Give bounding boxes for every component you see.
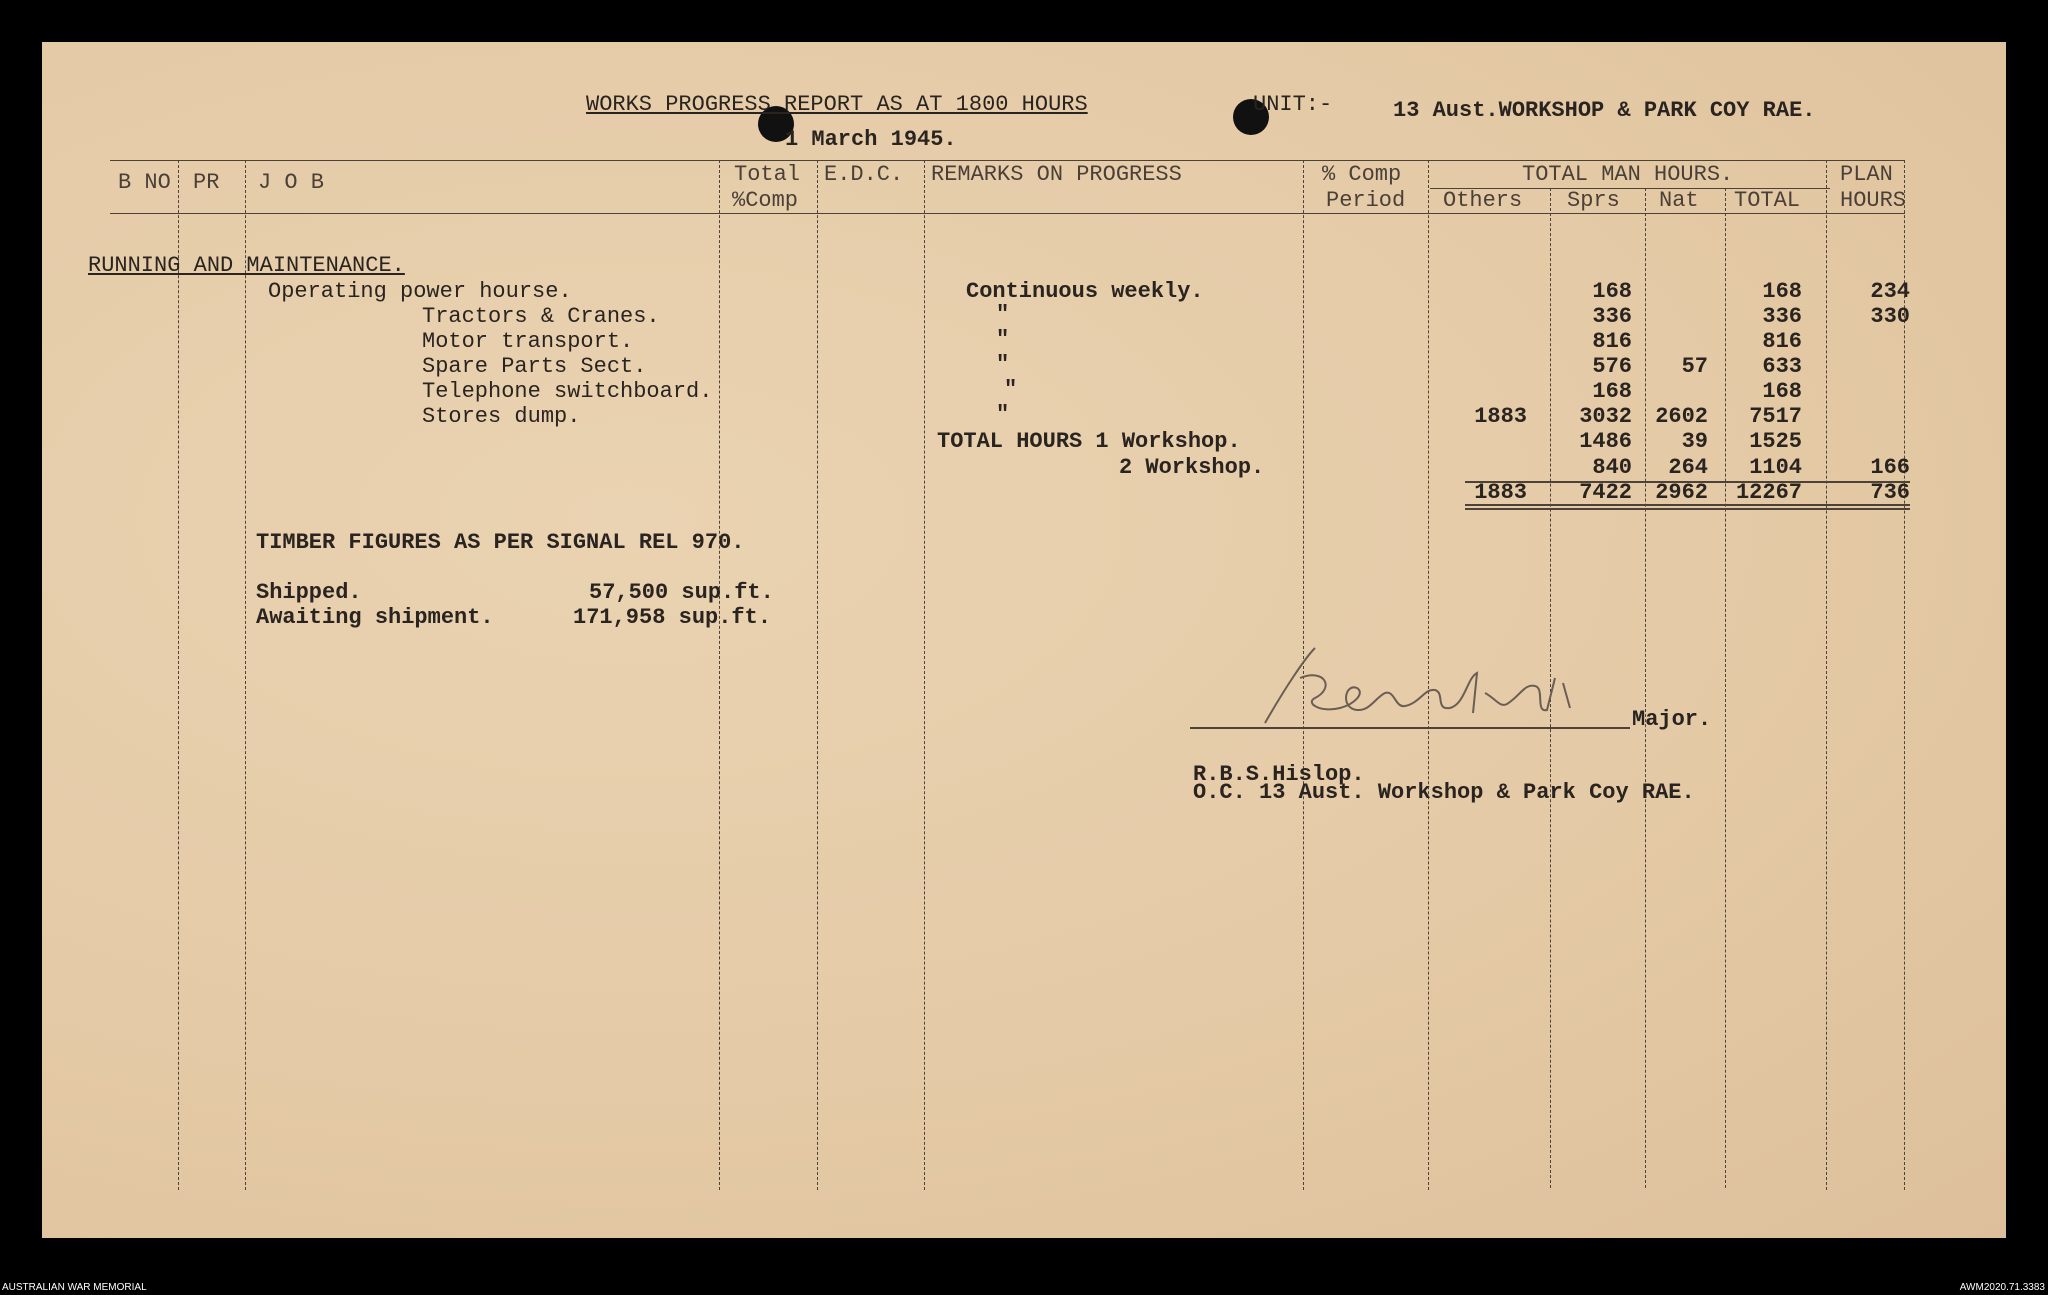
report-title: WORKS PROGRESS REPORT AS AT 1800 HOURS bbox=[586, 92, 1088, 117]
job-name: Motor transport. bbox=[422, 329, 634, 354]
cell-sprs: 1486 bbox=[1579, 429, 1632, 454]
col-header-pct-comp-2: Period bbox=[1326, 188, 1406, 213]
cell-sprs: 3032 bbox=[1579, 404, 1632, 429]
footer-right: AWM2020.71.3383 bbox=[1959, 1282, 2045, 1293]
col-header-remarks: REMARKS ON PROGRESS bbox=[931, 162, 1182, 187]
grand-total-others: 1883 bbox=[1474, 480, 1527, 505]
remark: " bbox=[996, 302, 1010, 327]
cell-nat: 2602 bbox=[1655, 404, 1708, 429]
signature-rank: Major. bbox=[1632, 707, 1712, 732]
header-bottom-rule bbox=[110, 213, 1905, 214]
section-title: RUNNING AND MAINTENANCE. bbox=[88, 253, 405, 278]
col-header-plant-1: PLAN bbox=[1840, 162, 1893, 187]
grand-total-plant: 736 bbox=[1870, 480, 1910, 505]
unit-value: 13 Aust.WORKSHOP & PARK COY RAE. bbox=[1393, 98, 1816, 123]
col-header-total-comp-1: Total bbox=[734, 162, 801, 187]
job-name: Stores dump. bbox=[422, 404, 581, 429]
col-header-total: TOTAL bbox=[1734, 188, 1801, 213]
remark: Continuous weekly. bbox=[966, 279, 1204, 304]
col-header-total-comp-2: %Comp bbox=[732, 188, 799, 213]
signature-line bbox=[1190, 727, 1630, 729]
cell-sprs: 840 bbox=[1592, 455, 1632, 480]
awaiting-value: 171,958 sup.ft. bbox=[573, 605, 772, 630]
cell-nat: 57 bbox=[1681, 354, 1708, 379]
cell-sprs: 168 bbox=[1592, 379, 1632, 404]
unit-label: UNIT:- bbox=[1253, 92, 1333, 117]
cell-total: 7517 bbox=[1749, 404, 1802, 429]
remark: 2 Workshop. bbox=[1119, 455, 1265, 480]
remark: " bbox=[996, 352, 1010, 377]
header-top-rule bbox=[110, 160, 1905, 161]
signatory-name: R.B.S.Hislop. bbox=[1193, 762, 1365, 787]
col-divider-job bbox=[719, 160, 720, 1190]
job-name: Telephone switchboard. bbox=[422, 379, 713, 404]
cell-total: 816 bbox=[1762, 329, 1802, 354]
grand-total-sprs: 7422 bbox=[1579, 480, 1632, 505]
signatory-position: O.C. 13 Aust. Workshop & Park Coy RAE. bbox=[1193, 780, 1695, 805]
grand-total-double-rule-2 bbox=[1465, 508, 1910, 510]
cell-plant: 234 bbox=[1870, 279, 1910, 304]
cell-sprs: 576 bbox=[1592, 354, 1632, 379]
handwritten-signature bbox=[1245, 638, 1625, 748]
col-header-edc: E.D.C. bbox=[824, 162, 904, 187]
col-divider-bno bbox=[178, 160, 179, 1190]
grand-total-double-rule-1 bbox=[1465, 504, 1910, 506]
col-divider-sprs bbox=[1645, 188, 1646, 1188]
col-header-man-hours: TOTAL MAN HOURS. bbox=[1522, 162, 1734, 187]
footer-left: AUSTRALIAN WAR MEMORIAL bbox=[2, 1282, 147, 1293]
timber-title: TIMBER FIGURES AS PER SIGNAL REL 970. bbox=[256, 530, 745, 555]
cell-total: 1104 bbox=[1749, 455, 1802, 480]
col-header-job: J O B bbox=[258, 170, 325, 195]
cell-plant: 330 bbox=[1870, 304, 1910, 329]
col-divider-pr bbox=[245, 160, 246, 1190]
job-name: Operating power hourse. bbox=[268, 279, 572, 304]
grand-total-nat: 2962 bbox=[1655, 480, 1708, 505]
job-name: Spare Parts Sect. bbox=[422, 354, 647, 379]
shipped-label: Shipped. bbox=[256, 580, 362, 605]
report-date: 1 March 1945. bbox=[785, 127, 957, 152]
cell-nat: 264 bbox=[1668, 455, 1708, 480]
col-header-pct-comp-1: % Comp bbox=[1322, 162, 1402, 187]
cell-total: 168 bbox=[1762, 379, 1802, 404]
cell-nat: 39 bbox=[1681, 429, 1708, 454]
shipped-value: 57,500 sup.ft. bbox=[589, 580, 774, 605]
col-header-others: Others bbox=[1443, 188, 1523, 213]
cell-sprs: 168 bbox=[1592, 279, 1632, 304]
col-divider-total bbox=[1826, 160, 1827, 1190]
col-header-sprs: Sprs bbox=[1567, 188, 1620, 213]
remark: TOTAL HOURS 1 Workshop. bbox=[937, 429, 1241, 454]
cell-total: 1525 bbox=[1749, 429, 1802, 454]
col-divider-nat bbox=[1725, 188, 1726, 1188]
col-header-plant-2: HOURS bbox=[1840, 188, 1907, 213]
col-header-bno: B NO bbox=[118, 170, 171, 195]
remark: " bbox=[996, 327, 1010, 352]
cell-sprs: 336 bbox=[1592, 304, 1632, 329]
col-header-pr: PR bbox=[193, 170, 220, 195]
awaiting-label: Awaiting shipment. bbox=[256, 605, 494, 630]
col-divider-edc bbox=[924, 160, 925, 1190]
cell-total: 633 bbox=[1762, 354, 1802, 379]
remark: " bbox=[1004, 377, 1018, 402]
document-sheet bbox=[42, 42, 2006, 1238]
grand-total-total: 12267 bbox=[1735, 480, 1802, 505]
cell-others: 1883 bbox=[1474, 404, 1527, 429]
col-header-nat: Nat bbox=[1659, 188, 1699, 213]
cell-sprs: 816 bbox=[1592, 329, 1632, 354]
remark: " bbox=[996, 402, 1010, 427]
cell-total: 336 bbox=[1762, 304, 1802, 329]
cell-plant: 166 bbox=[1870, 455, 1910, 480]
col-divider-comp bbox=[817, 160, 818, 1190]
cell-total: 168 bbox=[1762, 279, 1802, 304]
job-name: Tractors & Cranes. bbox=[422, 304, 660, 329]
